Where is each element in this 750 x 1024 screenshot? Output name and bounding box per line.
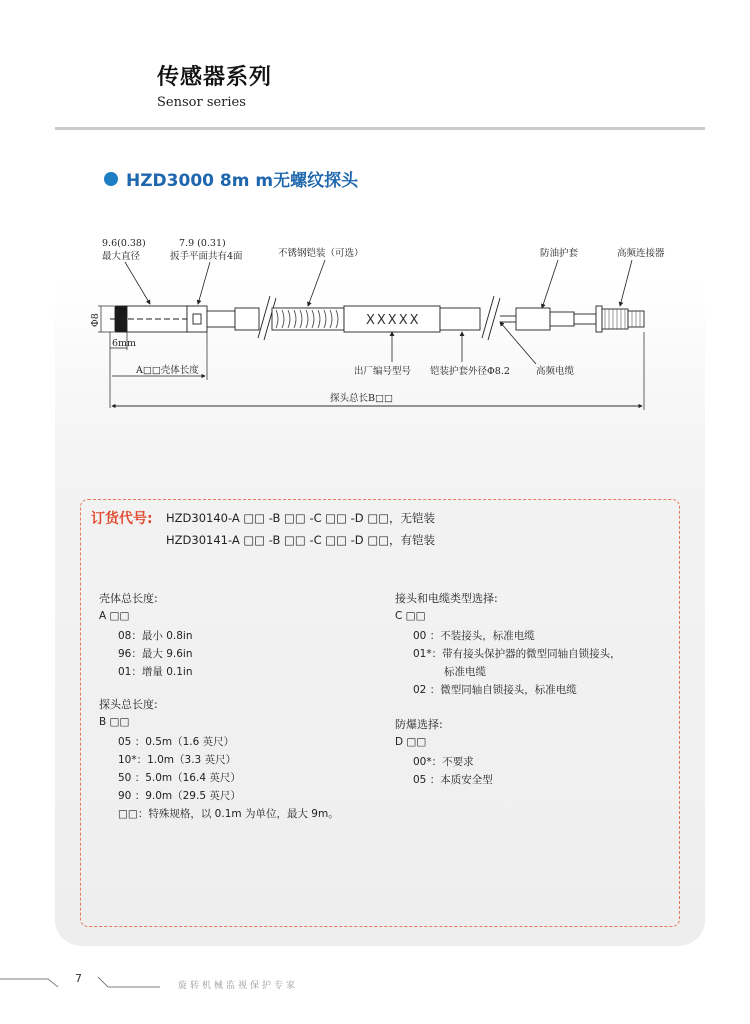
footer-slogan: 旋转机械监视保护专家: [178, 981, 299, 991]
probe-length-item: □□：特殊规格，以 0.1m 为单位，最大 9m。: [118, 808, 339, 820]
connector-label: 高频连接器: [617, 248, 665, 259]
case-length-item: 08：最小 0.8in: [118, 630, 193, 642]
probe-length-item: 05 ：0.5m（1.6 英尺）: [118, 736, 235, 748]
section-title: HZD3000 8m m无螺纹探头: [126, 171, 359, 191]
wrench-label: 扳手平面共有4面: [170, 251, 243, 262]
armor-label: 不锈钢铠装（可选）: [278, 248, 364, 259]
footer-rule: [0, 965, 200, 995]
explosion-item: 05 ：本质安全型: [413, 774, 493, 786]
series-subtitle: Sensor series: [157, 95, 246, 110]
serial-label: 出厂编号型号: [354, 366, 412, 377]
six-mm-label: 6mm: [112, 338, 137, 349]
case-length-key: A □□: [99, 610, 130, 622]
connector-type-item: 00 ：不装接头，标准电缆: [413, 630, 535, 642]
explosion-title: 防爆选择:: [395, 718, 443, 731]
wrench-value: 7.9 (0.31): [179, 238, 226, 249]
total-length-label: 探头总长B□□: [330, 393, 393, 404]
explosion-key: D □□: [395, 736, 427, 748]
cable-label: 高频电缆: [536, 366, 575, 377]
page-number: 7: [75, 972, 82, 985]
case-length-item: 01：增量 0.1in: [118, 666, 193, 678]
armor-od-label: 铠装护套外径Φ8.2: [430, 366, 510, 377]
order-box: [80, 499, 680, 927]
connector-type-item: 02 ：微型同轴自锁接头，标准电缆: [413, 684, 577, 696]
max-diameter-value: 9.6(0.38): [102, 238, 146, 249]
serial-mark: XXXXX: [366, 313, 421, 328]
order-code-unarmored: HZD30140-A □□ -B □□ -C □□ -D □□，无铠装: [166, 511, 436, 525]
case-length-label: A□□壳体长度: [136, 365, 199, 376]
probe-length-item: 90 ：9.0m（29.5 英尺）: [118, 790, 241, 802]
probe-diagram: [0, 0, 750, 430]
oil-guard-label: 防油护套: [540, 248, 579, 259]
connector-type-item: 01*：带有接头保护器的微型同轴自锁接头，: [413, 648, 621, 660]
order-code-label: 订货代号:: [91, 511, 153, 527]
case-length-title: 壳体总长度:: [99, 592, 158, 605]
connector-type-item: 标准电缆: [444, 666, 486, 678]
connector-type-key: C □□: [395, 610, 426, 622]
phi8-label: Φ8: [90, 313, 101, 327]
series-title: 传感器系列: [157, 65, 273, 90]
probe-length-item: 10*：1.0m（3.3 英尺）: [118, 754, 237, 766]
case-length-item: 96：最大 9.6in: [118, 648, 193, 660]
explosion-item: 00*：不要求: [413, 756, 474, 768]
connector-type-title: 接头和电缆类型选择:: [395, 592, 498, 605]
probe-length-key: B □□: [99, 716, 130, 728]
probe-length-item: 50 ：5.0m（16.4 英尺）: [118, 772, 241, 784]
order-code-armored: HZD30141-A □□ -B □□ -C □□ -D □□，有铠装: [166, 533, 436, 547]
max-diameter-label: 最大直径: [102, 251, 141, 262]
probe-length-title: 探头总长度:: [99, 698, 158, 711]
